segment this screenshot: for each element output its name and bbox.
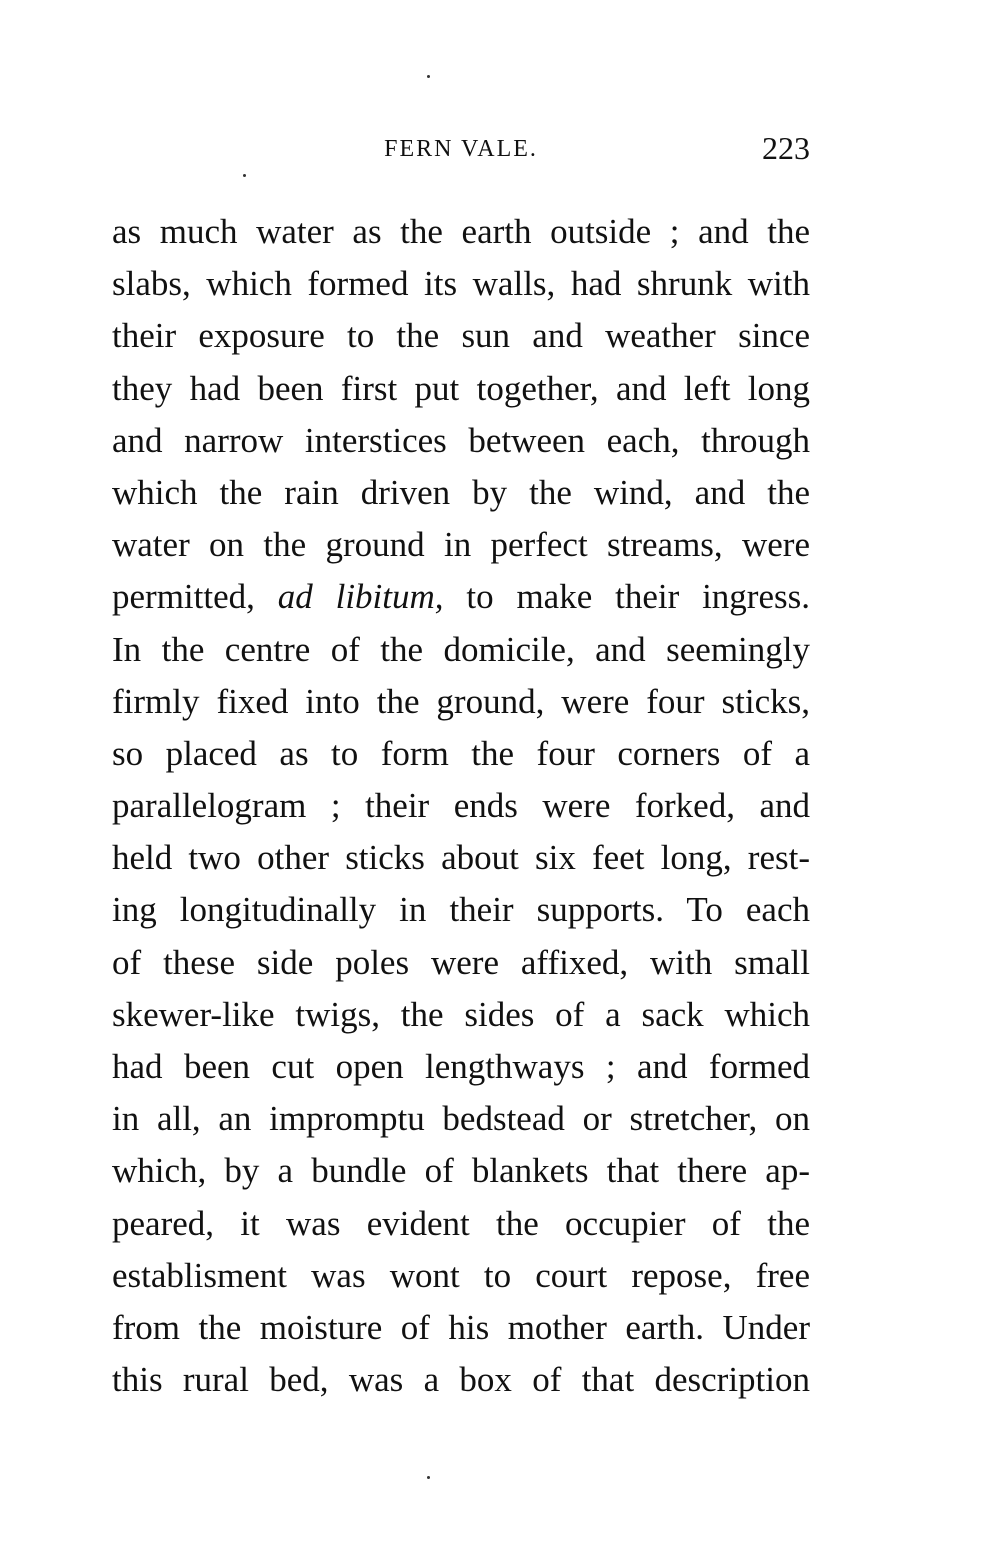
text-segment: to make their ingress. xyxy=(443,577,810,617)
text-line: this rural bed, was a box of that description xyxy=(112,1360,810,1400)
body-text xyxy=(112,206,810,1406)
text-line: from the moisture of his mother earth. Under xyxy=(112,1307,810,1347)
text-line: of these side poles were affixed, with small xyxy=(112,942,810,982)
text-line: ing longitudinally in their supports. To each xyxy=(112,890,810,930)
text-line: firmly fixed into the ground, were four sticks, xyxy=(112,681,810,721)
print-speck xyxy=(243,174,246,177)
italic-phrase: ad libitum, xyxy=(277,577,444,617)
text-line: water on the ground in perfect streams, were xyxy=(112,525,810,565)
text-line: parallelogram ; their ends were forked, and xyxy=(112,786,810,826)
text-line: held two other sticks about six feet long, rest- xyxy=(112,838,810,878)
text-line: skewer-like twigs, the sides of a sack which xyxy=(112,994,810,1034)
text-line: In the centre of the domicile, and seemingly xyxy=(112,629,810,669)
page-number: 223 xyxy=(762,130,810,166)
text-line: had been cut open lengthways ; and formed xyxy=(112,1047,810,1086)
text-line: so placed as to form the four corners of a xyxy=(112,733,810,773)
text-line: which the rain driven by the wind, and the xyxy=(112,472,810,512)
text-line: which, by a bundle of blankets that there ap- xyxy=(112,1151,810,1191)
text-line: they had been first put together, and left long xyxy=(112,368,810,408)
text-line: as much water as the earth outside ; and the xyxy=(112,212,810,251)
running-head xyxy=(112,130,810,170)
print-speck xyxy=(427,75,430,78)
text-line: and narrow interstices between each, through xyxy=(112,420,810,460)
text-segment: permitted, xyxy=(112,577,278,617)
text-line: their exposure to the sun and weather since xyxy=(112,316,810,356)
print-speck xyxy=(427,1476,430,1479)
text-line: slabs, which formed its walls, had shrunk with xyxy=(112,264,810,304)
text-line: in all, an impromptu bedstead or stretcher, on xyxy=(112,1099,810,1139)
text-line: establisment was wont to court repose, free xyxy=(112,1255,810,1295)
text-line: peared, it was evident the occupier of the xyxy=(112,1203,810,1243)
text-line xyxy=(112,571,810,623)
running-title: FERN VALE. xyxy=(384,136,538,162)
